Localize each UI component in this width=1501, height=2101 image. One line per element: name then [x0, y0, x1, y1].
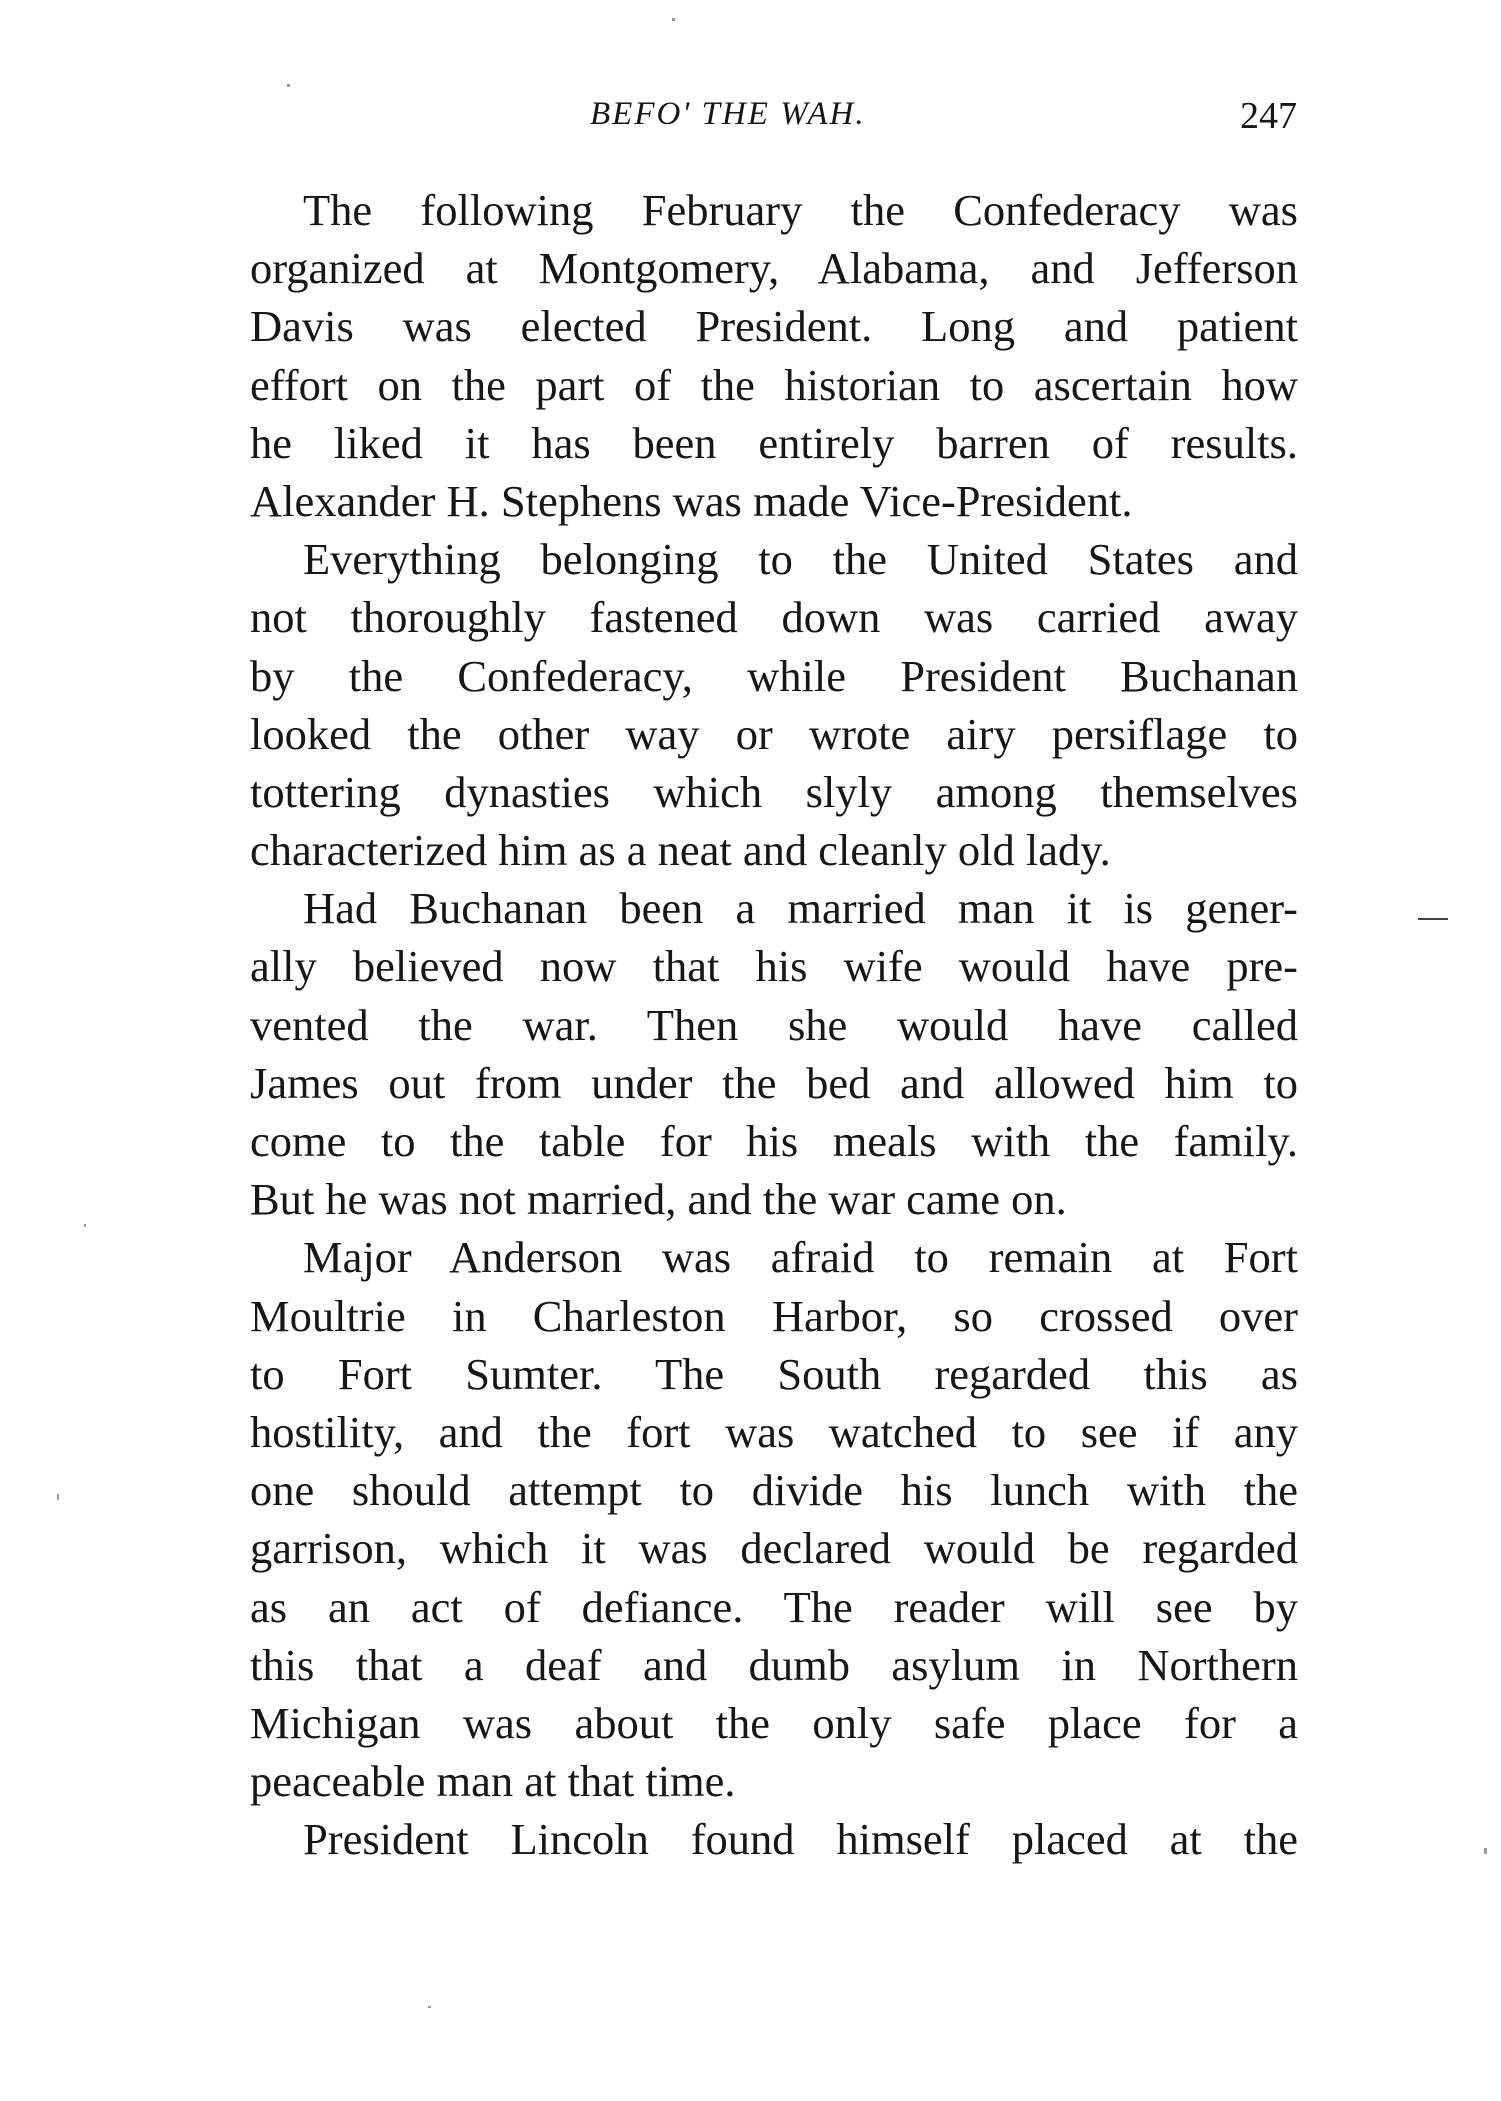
body-text — [250, 181, 1298, 1868]
text-line: looked the other way or wrote airy persiflage to — [250, 708, 1298, 759]
text-line: Michigan was about the only safe place for a — [250, 1697, 1298, 1748]
text-line: Davis was elected President. Long and patient — [250, 301, 1298, 352]
running-head — [0, 96, 1501, 146]
paragraph — [250, 530, 1298, 879]
text-line: ally believed now that his wife would have pre- — [250, 941, 1298, 992]
running-title: BEFO' THE WAH. — [590, 96, 866, 132]
scan-speck — [287, 84, 290, 87]
text-line: vented the war. Then she would have called — [250, 999, 1298, 1050]
text-line: characterized him as a neat and cleanly old lady. — [250, 825, 1111, 876]
text-line: garrison, which it was declared would be regarded — [250, 1523, 1298, 1574]
scan-speck — [672, 18, 675, 21]
text-line: one should attempt to divide his lunch with the — [250, 1465, 1298, 1516]
scan-speck — [1484, 1848, 1487, 1854]
text-line: Major Anderson was afraid to remain at Fort — [303, 1232, 1298, 1283]
text-line: come to the table for his meals with the family. — [250, 1116, 1298, 1166]
paragraph — [250, 879, 1298, 1228]
text-line: Moultrie in Charleston Harbor, so crossed over — [250, 1290, 1298, 1341]
scan-speck — [57, 1494, 59, 1500]
page-number: 247 — [1240, 95, 1297, 137]
text-line: President Lincoln found himself placed at the — [303, 1814, 1298, 1865]
text-line: effort on the part of the historian to ascertain how — [250, 359, 1298, 410]
scan-speck — [84, 1224, 86, 1227]
text-line: he liked it has been entirely barren of results. — [250, 417, 1298, 468]
text-line: James out from under the bed and allowed him to — [250, 1057, 1298, 1108]
text-line: Had Buchanan been a married man it is gener- — [303, 883, 1298, 934]
text-line: peaceable man at that time. — [250, 1756, 736, 1807]
text-line: Everything belonging to the United States and — [303, 534, 1298, 585]
text-line: as an act of defiance. The reader will see by — [250, 1581, 1298, 1632]
paragraph — [250, 181, 1298, 530]
margin-dash — [1418, 918, 1448, 920]
paragraph — [250, 1228, 1298, 1810]
text-line: But he was not married, and the war came on. — [250, 1174, 1067, 1225]
text-line: this that a deaf and dumb asylum in Northern — [250, 1639, 1298, 1690]
text-line: Alexander H. Stephens was made Vice-President. — [250, 475, 1133, 526]
paragraph — [250, 1810, 1298, 1868]
text-line: tottering dynasties which slyly among themselves — [250, 766, 1298, 817]
text-line: hostility, and the fort was watched to see if any — [250, 1406, 1298, 1457]
text-line: organized at Montgomery, Alabama, and Jefferson — [250, 243, 1298, 294]
text-line: not thoroughly fastened down was carried away — [250, 592, 1298, 643]
text-line: The following February the Confederacy was — [303, 185, 1298, 235]
scan-speck — [428, 2006, 431, 2008]
text-line: by the Confederacy, while President Buchanan — [250, 650, 1298, 701]
text-line: to Fort Sumter. The South regarded this as — [250, 1348, 1298, 1399]
